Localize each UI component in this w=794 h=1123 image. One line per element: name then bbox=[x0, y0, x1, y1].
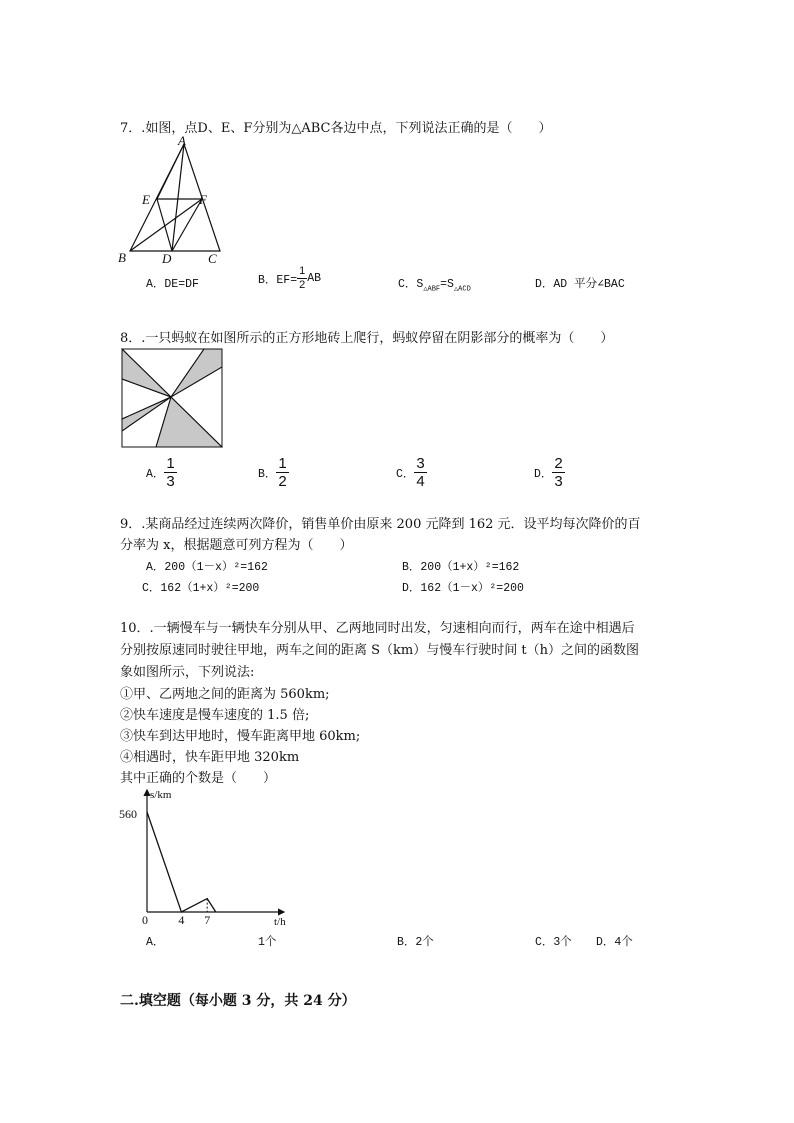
q8-option-d: D． $\frac{2}{3}$ bbox=[534, 455, 563, 490]
label-b: B bbox=[118, 250, 126, 265]
q7-stem: 7．.如图，点D、E、F分别为△ABC各边中点，下列说法正确的是（ ） bbox=[120, 121, 552, 136]
q10-option-a-text: 1个 bbox=[258, 936, 277, 949]
q10-line2: 分别按原速同时驶往甲地，两车之间的距离 S（km）与慢车行驶时间 t（h）之间的函数图 bbox=[120, 643, 639, 658]
q7-triangle-figure bbox=[114, 136, 226, 266]
q7-option-c: C．$S_{\triangle ABF}=S_{\triangle ACD}$ bbox=[398, 278, 471, 294]
q10-ask: 其中正确的个数是（ ） bbox=[120, 771, 277, 786]
x-axis-label: t/h bbox=[274, 916, 286, 926]
q10-statement-4: ④相遇时，快车距甲地 320km bbox=[120, 750, 300, 765]
q9-stem-line2: 分率为 x，根据题意可列方程为（ ） bbox=[120, 538, 353, 553]
section-fill-in-title: 二.填空题（每小题 3 分，共 24 分） bbox=[120, 993, 356, 1009]
q9-stem-line1: 9．.某商品经过连续两次降价，销售单价由原来 200 元降到 162 元．设平均每次降价的百 bbox=[120, 517, 641, 532]
shaded-region-bottom bbox=[156, 397, 222, 447]
label-a: A bbox=[178, 136, 186, 148]
q10-option-a-letter: A． bbox=[146, 936, 165, 949]
q7-option-b: B．EF= $\frac{1}{2}$ AB bbox=[258, 265, 322, 291]
q8-option-a: A． $\frac{1}{3}$ bbox=[146, 455, 175, 490]
q9-option-b: B．200（1+x）²=162 bbox=[402, 561, 520, 574]
q10-line1: 10．.一辆慢车与一辆快车分别从甲、乙两地同时出发，匀速相向而行，两车在途中相遇后 bbox=[120, 621, 635, 636]
q10-distance-time-graph bbox=[116, 784, 298, 926]
q10-line3: 象如图所示，下列说法: bbox=[120, 665, 255, 680]
segment-de bbox=[157, 199, 172, 251]
q9-option-c: C．162（1+x）²=200 bbox=[142, 582, 260, 595]
q9-option-d: D．162（1－x）²=200 bbox=[402, 582, 524, 595]
origin-label: 0 bbox=[142, 913, 148, 926]
y-axis-label: s/km bbox=[150, 789, 172, 801]
q7-option-a: A．DE=DF bbox=[146, 278, 199, 291]
q10-statement-2: ②快车速度是慢车速度的 1.5 倍; bbox=[120, 708, 310, 723]
segment-bf bbox=[130, 199, 202, 251]
x-tick-7: 7 bbox=[204, 913, 211, 926]
x-tick-4: 4 bbox=[178, 913, 185, 926]
label-f: F bbox=[199, 192, 207, 207]
segment-be-f bbox=[157, 144, 184, 199]
shaded-region-top-right bbox=[171, 349, 222, 397]
label-c: C bbox=[208, 251, 217, 266]
q7-option-d: D．AD 平分∠BAC bbox=[535, 278, 625, 291]
q10-option-d: D．4个 bbox=[596, 936, 633, 949]
segment-ad bbox=[172, 144, 184, 251]
graph-polyline bbox=[147, 812, 216, 912]
q9-option-a: A．200（1－x）²=162 bbox=[146, 561, 268, 574]
q10-statement-1: ①甲、乙两地之间的距离为 560km; bbox=[120, 687, 330, 702]
q10-option-c: C．3个 bbox=[535, 936, 572, 949]
label-d: D bbox=[162, 251, 172, 266]
y-tick-560: 560 bbox=[119, 807, 137, 821]
q8-option-c: C． $\frac{3}{4}$ bbox=[396, 455, 425, 490]
q8-stem: 8．.一只蚂蚁在如图所示的正方形地砖上爬行，蚂蚁停留在阴影部分的概率为（ ） bbox=[120, 331, 614, 346]
q10-statement-3: ③快车到达甲地时，慢车距离甲地 60km; bbox=[120, 729, 361, 744]
q7-option-b-fraction: $\frac{1}{2}$ bbox=[299, 265, 306, 291]
q10-option-b: B．2个 bbox=[397, 936, 434, 949]
q8-option-b: B． $\frac{1}{2}$ bbox=[258, 455, 287, 490]
q8-square-tile-figure bbox=[120, 347, 224, 449]
label-e: E bbox=[142, 192, 150, 207]
